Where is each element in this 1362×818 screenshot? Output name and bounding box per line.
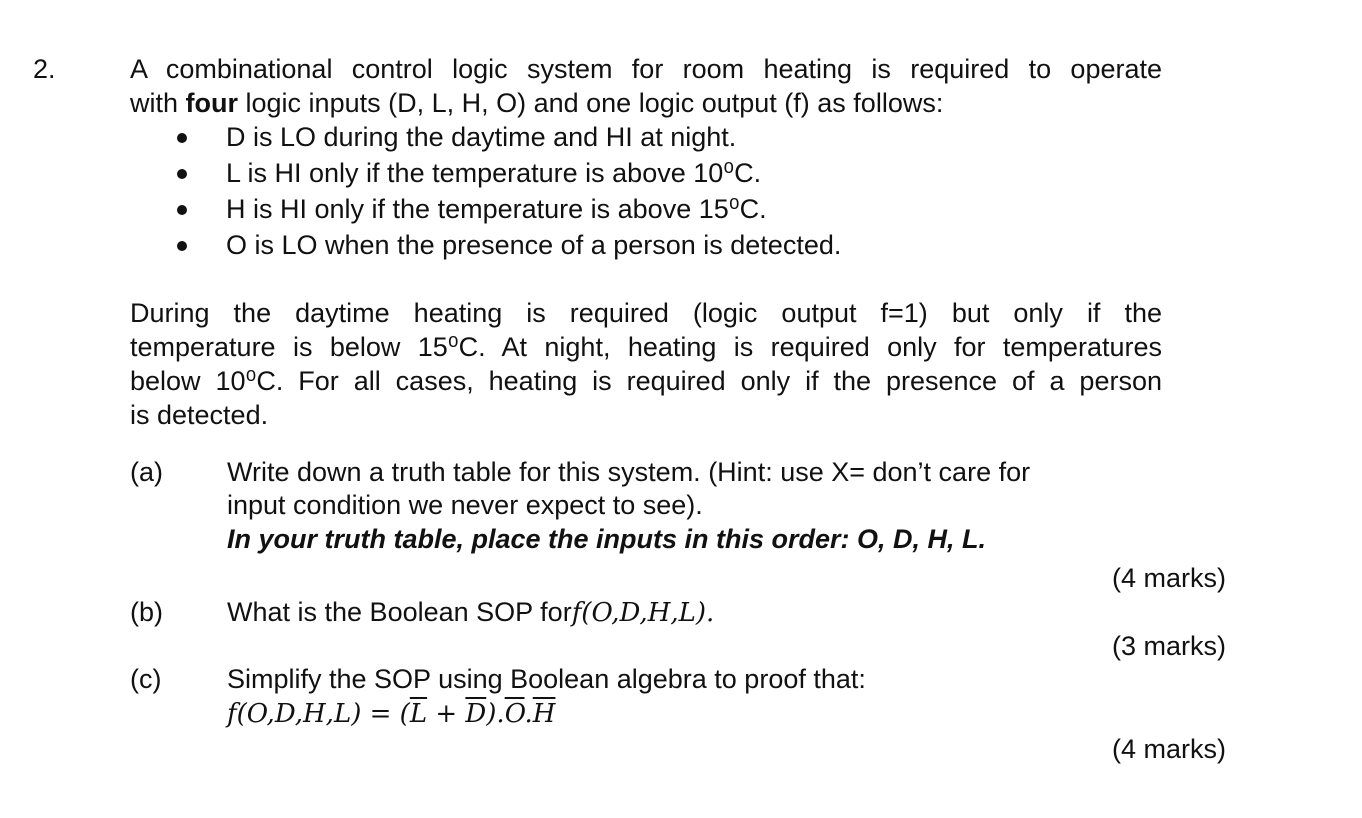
part-b-formula: f(O,D,H,L). (571, 598, 715, 628)
equation-lhs: f(O,D,H,L) = ( (227, 699, 410, 729)
part-a-marks: (4 marks) (1112, 563, 1226, 593)
bullet-icon (177, 133, 187, 143)
bullet-item-o (172, 228, 841, 264)
bullet-icon (177, 241, 187, 251)
part-b-question (227, 595, 714, 630)
question-number: 2. (33, 54, 56, 84)
equation-dot: . (524, 699, 533, 729)
paragraph-line-2: temperature is below 15⁰C. At night, heating is required only for temperatures (130, 332, 1162, 362)
bullet-text: D is LO during the daytime and HI at night. (226, 122, 737, 152)
intro-line-2 (130, 88, 943, 118)
bullet-icon (177, 205, 187, 215)
equation-d-bar: $\overline{D}$ (465, 699, 487, 729)
intro-line-2-start: with (130, 88, 186, 118)
bullet-text: O is LO when the presence of a person is detected. (226, 230, 842, 260)
equation-close: ). (486, 699, 505, 729)
part-b-marks: (3 marks) (1112, 631, 1226, 661)
equation-l-bar: $\overline{L}$ (409, 699, 428, 729)
requirements-paragraph (130, 296, 1162, 432)
four-emphasis: four (185, 88, 239, 118)
question-intro (130, 52, 1162, 120)
part-b-text: What is the Boolean SOP for (227, 597, 572, 627)
equation-h-bar: $\overline{H}$ (532, 699, 556, 729)
bullet-text: L is HI only if the temperature is above 10⁰C. (226, 158, 762, 188)
part-a-line-1: Write down a truth table for this system. (Hint: use X= don’t care for (227, 457, 1031, 487)
paragraph-line-3: below 10⁰C. For all cases, heating is required only if the presence of a person (130, 366, 1162, 396)
part-c-label: (c) (130, 664, 162, 694)
bullet-item-h (172, 192, 841, 228)
bullet-text: H is HI only if the temperature is above 15⁰C. (226, 194, 767, 224)
input-definition-list (172, 120, 841, 264)
part-c-equation (227, 697, 555, 731)
part-a-instruction: In your truth table, place the inputs in this order: O, D, H, L. (227, 524, 987, 554)
part-a-label: (a) (130, 457, 163, 487)
part-c-marks: (4 marks) (1112, 734, 1226, 764)
equation-plus: + (427, 699, 466, 729)
equation-o-bar: $\overline{O}$ (504, 699, 525, 729)
intro-line-1: A combinational control logic system for room heating is required to operate (130, 54, 1162, 84)
bullet-item-d (172, 120, 841, 156)
intro-line-2-end: logic inputs (D, L, H, O) and one logic output (f) as follows: (238, 88, 944, 118)
bullet-item-l (172, 156, 841, 192)
paragraph-line-4: is detected. (130, 400, 269, 430)
paragraph-line-1: During the daytime heating is required (logic output f=1) but only if the (130, 298, 1162, 328)
part-a-line-2: input condition we never expect to see). (227, 490, 703, 520)
bullet-icon (177, 169, 187, 179)
part-b-label: (b) (130, 597, 163, 627)
part-c-text: Simplify the SOP using Boolean algebra to proof that: (227, 664, 866, 694)
